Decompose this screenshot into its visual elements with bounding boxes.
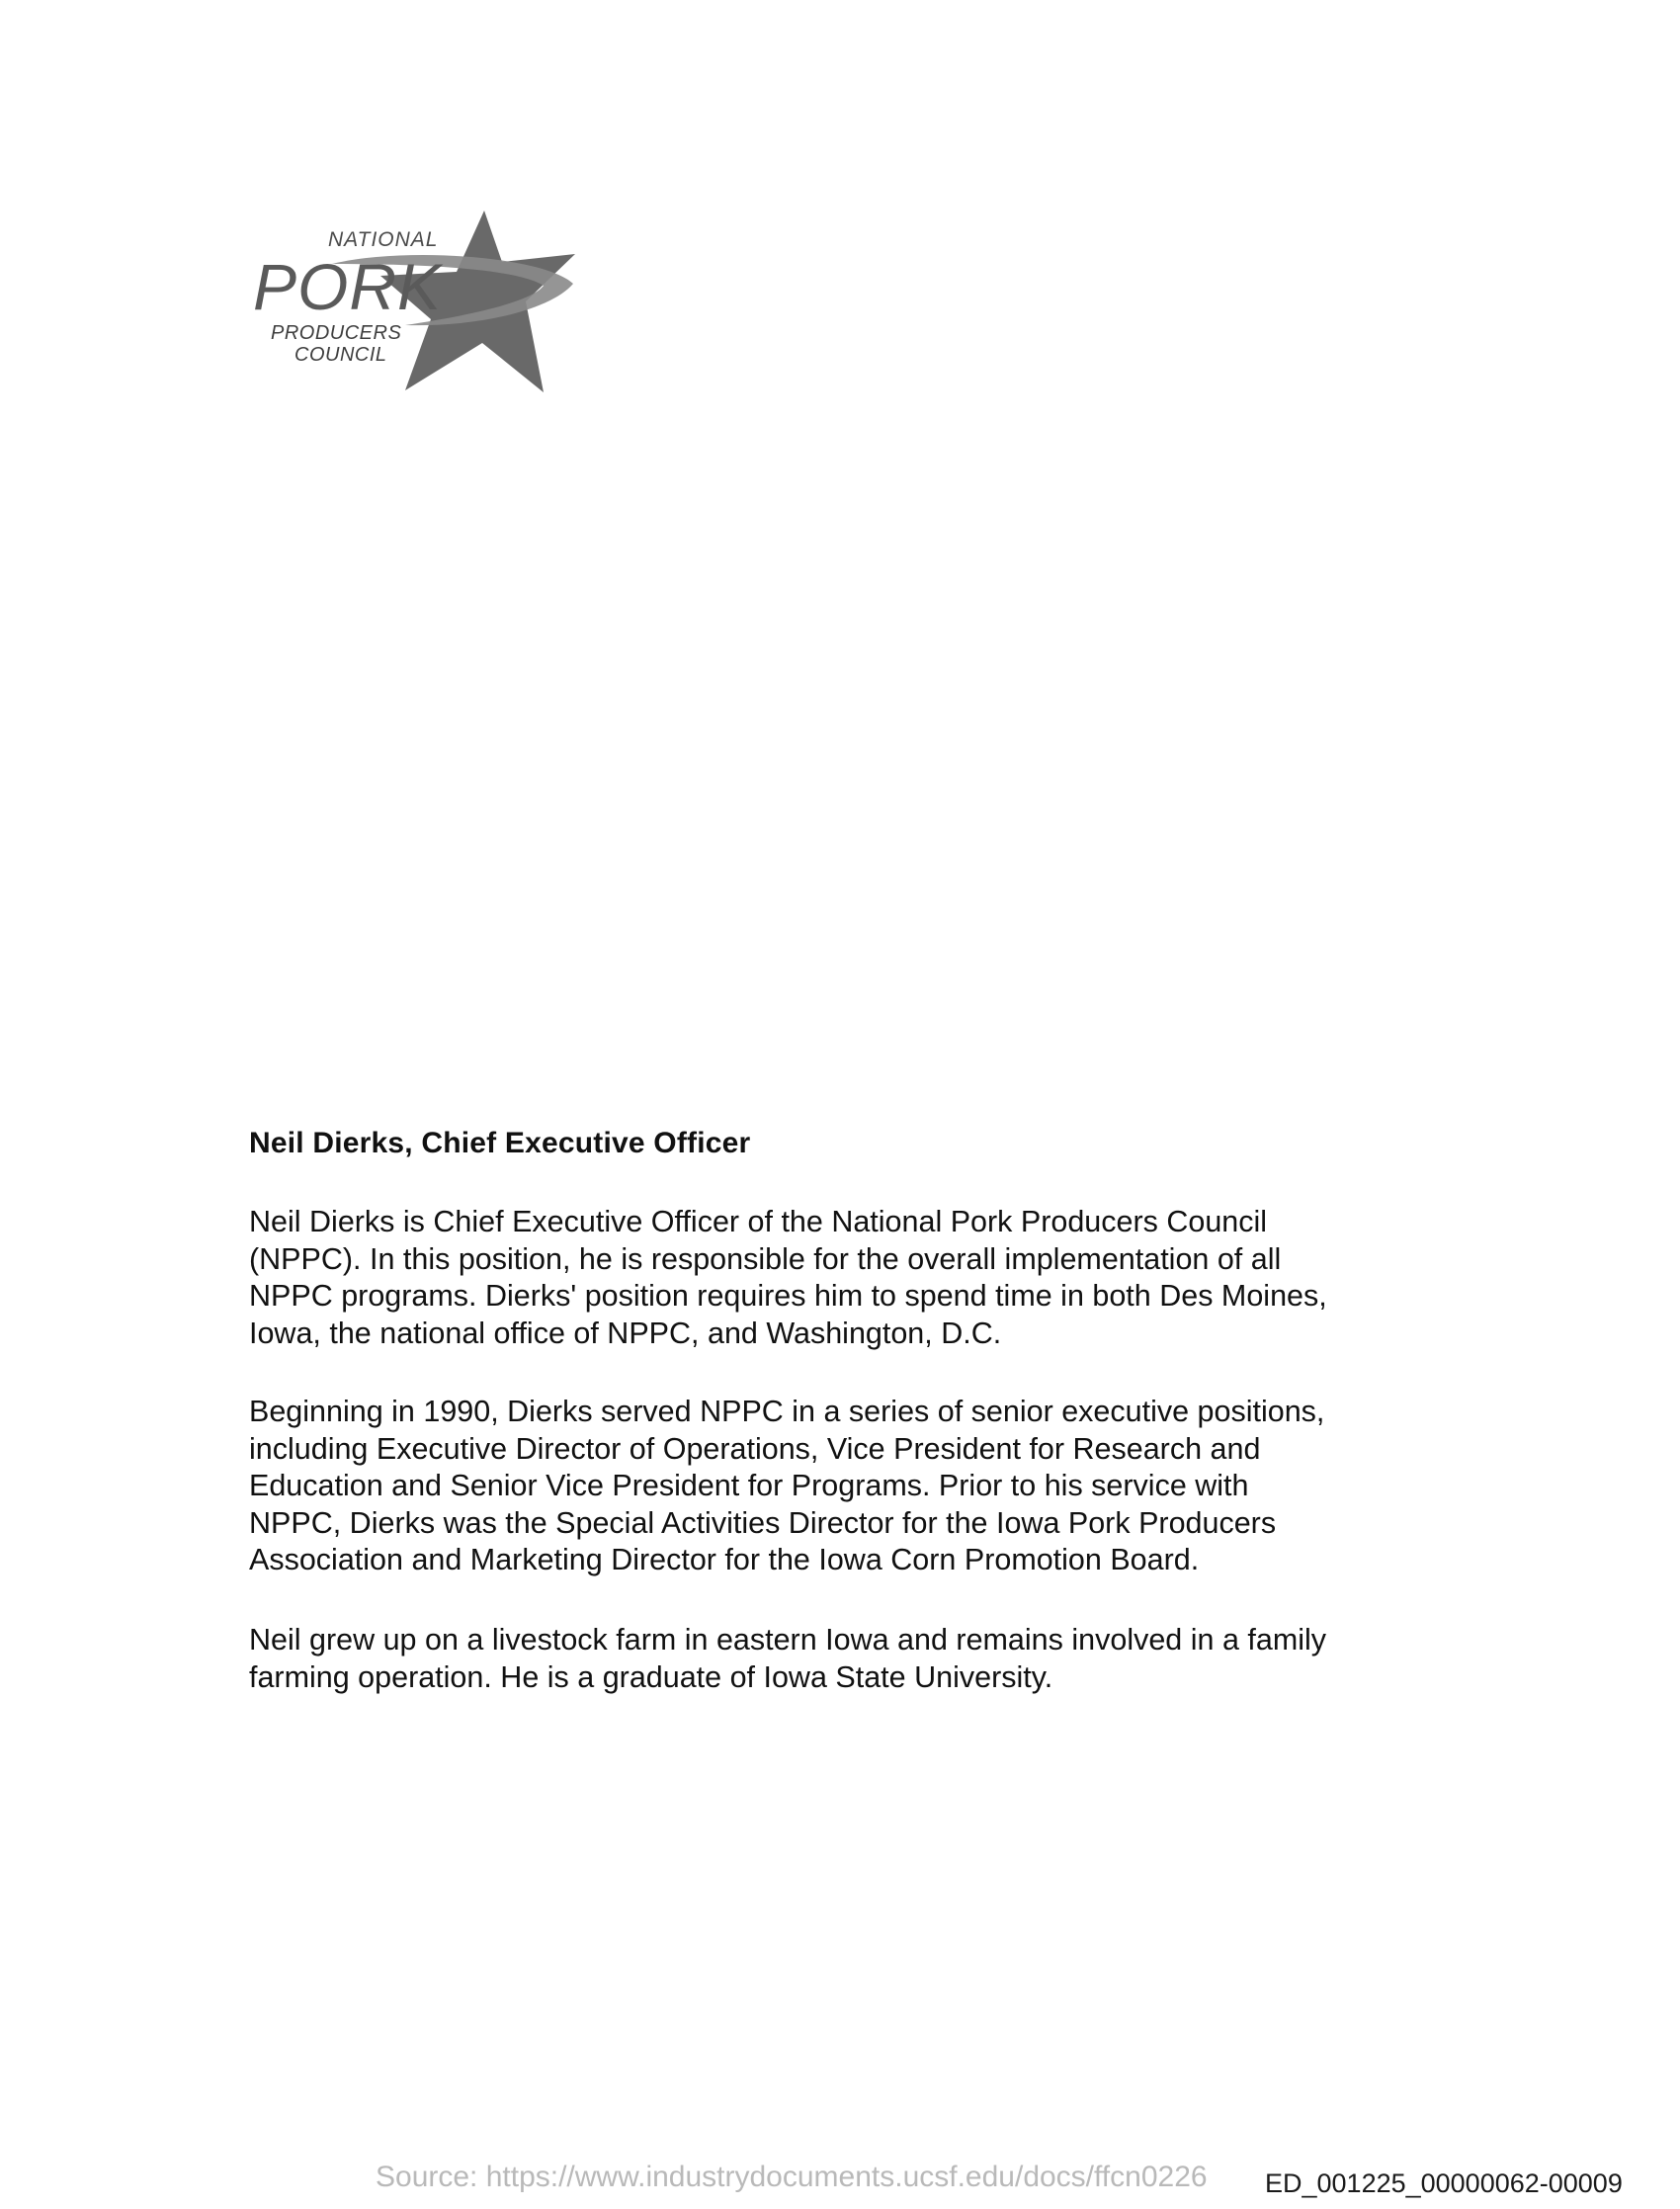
bio-paragraph-3 [249, 1622, 1494, 1696]
paragraph-line: Neil grew up on a livestock farm in eastern Iowa and remains involved in a family [249, 1623, 1327, 1657]
paragraph-line: Beginning in 1990, Dierks served NPPC in a series of senior executive positions, [249, 1395, 1325, 1428]
source-url: Source: https://www.industrydocuments.ucsf.edu/docs/ffcn0226 [376, 2161, 1208, 2193]
logo-text-national: NATIONAL [328, 228, 439, 251]
paragraph-line: Iowa, the national office of NPPC, and Washington, D.C. [249, 1316, 1002, 1350]
logo-text-council: COUNCIL [294, 344, 387, 366]
paragraph-line: Education and Senior Vice President for Programs. Prior to his service with [249, 1469, 1249, 1502]
nppc-logo [237, 203, 593, 400]
bio-paragraph-1 [249, 1204, 1494, 1352]
paragraph-line: NPPC programs. Dierks' position requires him to spend time in both Des Moines, [249, 1279, 1327, 1313]
logo-text-producers: PRODUCERS [271, 322, 402, 344]
star-swoosh-logo-icon [237, 203, 593, 400]
paragraph-line: farming operation. He is a graduate of Iowa State University. [249, 1659, 1053, 1694]
paragraph-line: Association and Marketing Director for the Iowa Corn Promotion Board. [249, 1543, 1200, 1576]
logo-text-pork: PORK [253, 250, 443, 323]
paragraph-line: including Executive Director of Operations, Vice President for Research and [249, 1431, 1261, 1466]
paragraph-line: Neil Dierks is Chief Executive Officer of the National Pork Producers Council [249, 1205, 1268, 1238]
document-id: ED_001225_00000062-00009 [1265, 2168, 1623, 2198]
paragraph-line: NPPC, Dierks was the Special Activities Director for the Iowa Pork Producers [249, 1505, 1277, 1540]
bio-paragraph-2 [249, 1394, 1494, 1579]
paragraph-line: (NPPC). In this position, he is responsible for the overall implementation of all [249, 1241, 1282, 1276]
bio-heading: Neil Dierks, Chief Executive Officer [249, 1127, 751, 1159]
